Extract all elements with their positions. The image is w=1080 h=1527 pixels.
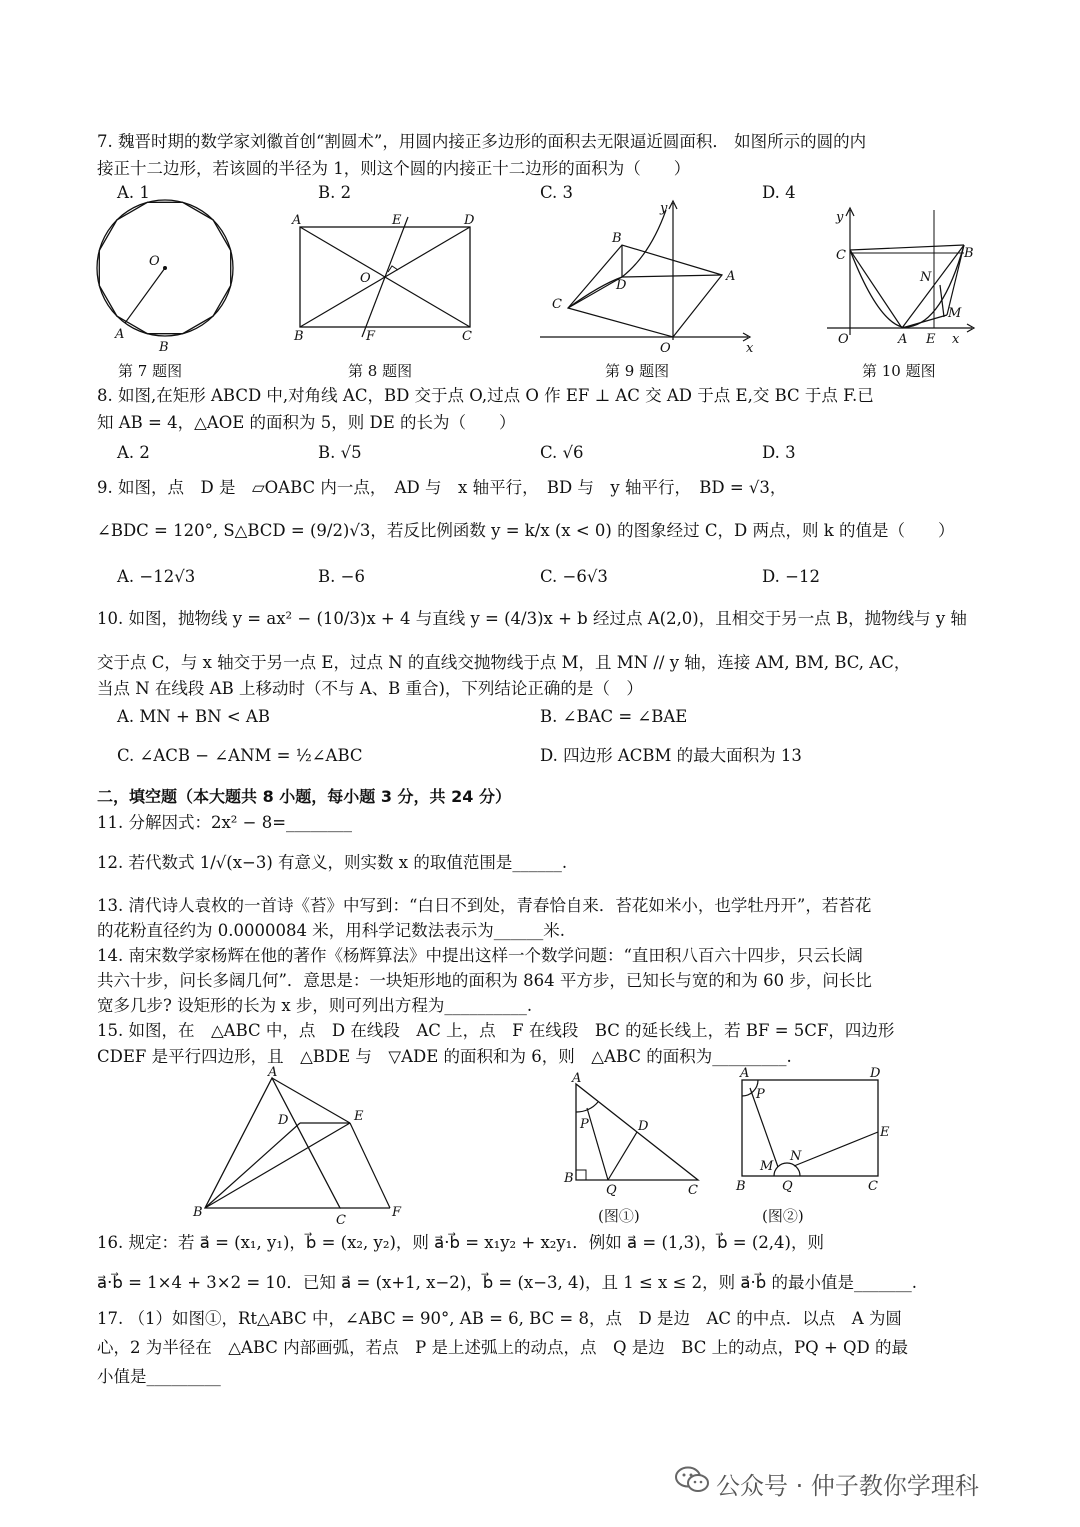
q16-line1: 16. 规定：若 a⃗ = (x₁, y₁)，b⃗ = (x₂, y₂)，则 a⃗·b⃗ = x₁y₂ + x₂y₁．例如 a⃗ = (1,3)，b⃗ = (2,4)，则 [97, 1233, 824, 1252]
label-b: B [964, 246, 974, 261]
label-d: D [278, 1113, 289, 1128]
label-b: B [159, 340, 169, 355]
label-q: Q [606, 1183, 617, 1198]
q9-line1: 9. 如图，点 D 是 ▱OABC 内一点， AD 与 x 轴平行， BD 与 y 轴平行， BD = √3， [97, 478, 787, 497]
label-p: P [580, 1117, 589, 1132]
segment-am [902, 315, 947, 328]
label-c: C [868, 1179, 878, 1194]
figure-15 [190, 1065, 410, 1228]
label-d: D [638, 1119, 649, 1134]
label-f: F [366, 329, 376, 344]
triangle-abc [205, 1078, 340, 1208]
caption-fig7: 第 7 题图 [118, 362, 183, 380]
label-a: A [268, 1065, 278, 1080]
q7-line1: 7. 魏晋时期的数学家刘徽首创“割圆术”，用圆内接正多边形的面积去无限逼近圆面积． 如图所示的圆的内 [97, 132, 867, 151]
label-o: O [838, 332, 849, 347]
label-y: y [660, 201, 668, 216]
label-e: E [926, 332, 936, 347]
q10-option-b: B. ∠BAC = ∠BAE [540, 707, 688, 726]
q9-option-b: B. −6 [318, 567, 365, 586]
q10-option-d: D. 四边形 ACBM 的最大面积为 13 [540, 746, 802, 765]
label-y: y [836, 210, 844, 225]
figure-8 [290, 212, 490, 342]
q10-line1: 10. 如图，抛物线 y = ax² − (10/3)x + 4 与直线 y = (4/3)x + b 经过点 A(2,0)，且相交于另一点 B，抛物线与 y 轴 [97, 609, 967, 628]
q17-line2: 心，2 为半径在 △ABC 内部画弧，若点 P 是上述弧上的动点，点 Q 是边 BC 上的动点，PQ + QD 的最 [97, 1338, 909, 1357]
segment-cd [568, 277, 622, 308]
label-b: B [612, 231, 622, 246]
label-n: N [920, 270, 932, 285]
label-b: B [736, 1179, 746, 1194]
q10-option-c: C. ∠ACB − ∠ANM = ½∠ABC [117, 746, 363, 765]
label-d: D [616, 278, 627, 293]
caption-fig9: 第 9 题图 [605, 362, 670, 380]
q11: 11. 分解因式：2x² − 8=________ [97, 813, 353, 832]
label-b: B [193, 1205, 203, 1220]
q12: 12. 若代数式 1/√(x−3) 有意义，则实数 x 的取值范围是______. [97, 853, 568, 872]
q7-option-a: A. 1 [117, 183, 150, 202]
q7-option-b: B. 2 [318, 183, 352, 202]
caption-fig8: 第 8 题图 [348, 362, 413, 380]
segment-qd [608, 1132, 637, 1180]
q10-option-a: A. MN + BN < AB [117, 707, 270, 726]
segment-pq [587, 1108, 608, 1180]
figure-17-1 [562, 1072, 707, 1197]
label-n: N [790, 1149, 802, 1164]
arc [576, 1102, 598, 1112]
q7-option-d: D. 4 [762, 183, 796, 202]
q13-line1: 13. 清代诗人袁枚的一首诗《苔》中写到：“白日不到处，青春恰自来．苔花如米小，也学牡丹开”，若苔花 [97, 896, 872, 915]
figure-7 [95, 205, 245, 355]
label-x: x [952, 332, 960, 347]
q7-option-c: C. 3 [540, 183, 574, 202]
q7-line2: 接正十二边形，若该圆的半径为 1，则这个圆的内接正十二边形的面积为（ ） [97, 159, 691, 178]
label-d: D [464, 213, 475, 228]
q9-line2: ∠BDC = 120°, S△BCD = (9/2)√3，若反比例函数 y = k/x (x < 0) 的图象经过 C，D 两点，则 k 的值是（ ） [97, 521, 955, 540]
label-e: E [880, 1125, 890, 1140]
label-e: E [354, 1109, 364, 1124]
q15-line2: CDEF 是平行四边形，且 △BDE 与 ▽ADE 的面积和为 6，则 △ABC 的面积为_________. [97, 1047, 792, 1066]
q8-line1: 8. 如图,在矩形 ABCD 中,对角线 AC，BD 交于点 O,过点 O 作 EF ⊥ AC 交 AD 于点 E,交 BC 于点 F.已 [97, 386, 874, 405]
caption-fig17-1: (图①) [598, 1207, 640, 1225]
q17-line1: 17. （1）如图①，Rt△ABC 中，∠ABC = 90°, AB = 6, BC = 8，点 D 是边 AC 的中点．以点 A 为圆 [97, 1309, 902, 1328]
label-q: Q [782, 1179, 793, 1194]
q8-option-c: C. √6 [540, 443, 584, 462]
label-m: M [948, 306, 962, 321]
q10-line3: 当点 N 在线段 AB 上移动时（不与 A、B 重合)，下列结论正确的是（ ） [97, 679, 643, 698]
segment-ad [622, 275, 722, 277]
figure-17-2 [732, 1066, 892, 1196]
right-angle-mark [576, 1170, 586, 1180]
label-c: C [836, 248, 846, 263]
center-point [163, 266, 167, 270]
q9-option-d: D. −12 [762, 567, 820, 586]
q8-option-d: D. 3 [762, 443, 796, 462]
label-d: D [870, 1066, 881, 1081]
segment-bd [205, 1123, 300, 1208]
label-o: O [360, 271, 371, 286]
q9-option-a: A. −12√3 [117, 567, 196, 586]
q10-line2: 交于点 C，与 x 轴交于另一点 E，过点 N 的直线交抛物线于点 M，且 MN // y 轴，连接 AM, BM, BC, AC， [97, 653, 911, 672]
label-a: A [726, 269, 736, 284]
label-a: A [115, 327, 125, 342]
segment-ef [350, 1123, 390, 1208]
q9-option-c: C. −6√3 [540, 567, 608, 586]
figure-10 [822, 205, 982, 350]
label-c: C [336, 1213, 346, 1228]
q14-line1: 14. 南宋数学家杨辉在他的著作《杨辉算法》中提出这样一个数学问题：“直田积八百六十四步，只云长阔 [97, 946, 863, 965]
label-c: C [552, 297, 562, 312]
q8-line2: 知 AB = 4，△AOE 的面积为 5，则 DE 的长为（ ） [97, 413, 516, 432]
wechat-icon [675, 1466, 709, 1494]
segment-ne [794, 1132, 878, 1166]
q13-line2: 的花粉直径约为 0.0000084 米，用科学记数法表示为______米. [97, 921, 565, 940]
label-m: M [760, 1159, 774, 1174]
watermark-text: 公众号 · 仲子教你学理科 [716, 1472, 979, 1500]
label-b: B [294, 329, 304, 344]
segment-bc [850, 245, 964, 250]
q14-line2: 共六十步，问长多阔几何”．意思是：一块矩形地的面积为 864 平方步，已知长与宽的和为 60 步，问长比 [97, 971, 872, 990]
label-f: F [392, 1205, 402, 1220]
label-e: E [392, 213, 402, 228]
q8-option-a: A. 2 [117, 443, 150, 462]
label-a: A [572, 1071, 582, 1086]
section-2-heading: 二，填空题（本大题共 8 小题，每小题 3 分，共 24 分） [97, 787, 511, 806]
figure-9 [540, 200, 755, 355]
q17-line3: 小值是_________ [97, 1367, 221, 1386]
q15-line1: 15. 如图，在 △ABC 中，点 D 在线段 AC 上，点 F 在线段 BC 的延长线上，若 BF = 5CF，四边形 [97, 1021, 895, 1040]
radius-oa [125, 268, 165, 323]
label-b: B [564, 1171, 574, 1186]
label-o: O [660, 341, 671, 356]
caption-fig10: 第 10 题图 [862, 362, 936, 380]
parallelogram-oabc [568, 245, 722, 337]
q14-line3: 宽多几步? 设矩形的长为 x 步，则可列出方程为__________. [97, 996, 533, 1015]
q8-option-b: B. √5 [318, 443, 362, 462]
label-a: A [292, 213, 302, 228]
caption-fig17-2: (图②) [762, 1207, 804, 1225]
hyperbola [568, 210, 666, 308]
segment-ac [850, 250, 902, 328]
label-o: O [149, 254, 160, 269]
q16-line2: a⃗·b⃗ = 1×4 + 3×2 = 10．已知 a⃗ = (x+1, x−2)，b⃗ = (x−3, 4)，且 1 ≤ x ≤ 2，则 a⃗·b⃗ 的最小值是_______. [97, 1273, 917, 1292]
label-c: C [688, 1183, 698, 1198]
label-a: A [898, 332, 908, 347]
label-p: P [756, 1087, 765, 1102]
label-a: A [740, 1066, 750, 1081]
label-x: x [746, 341, 754, 356]
label-c: C [462, 329, 472, 344]
